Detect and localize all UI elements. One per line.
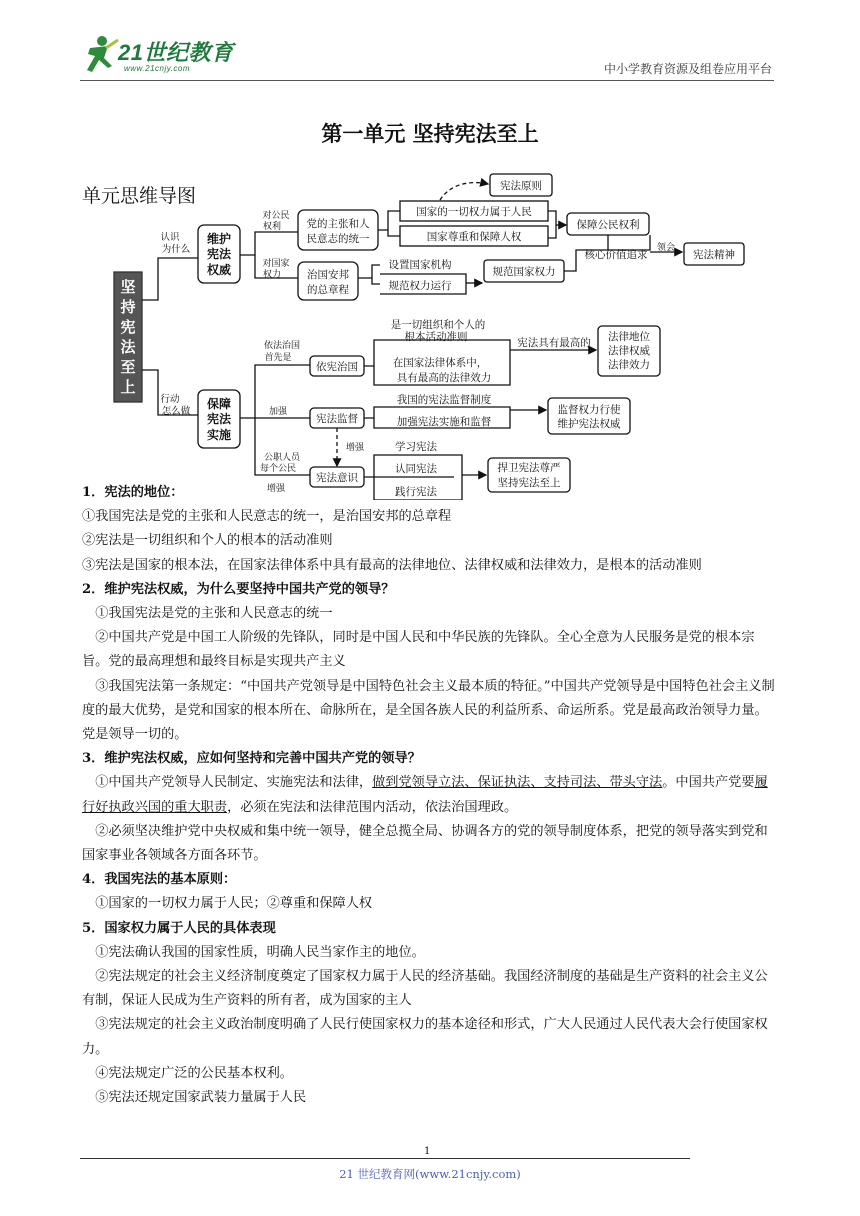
b-item: 学习宪法 (395, 441, 437, 453)
b-item: 具有最高的法律效力 (396, 372, 492, 384)
top-item: 国家的一切权力属于人民 (416, 206, 532, 218)
section-heading: 3．维护宪法权威，应如何坚持和完善中国共产党的领导？ (82, 751, 421, 767)
b-inc: 增强 (345, 443, 365, 453)
b-rel3: 公职人员 (263, 453, 301, 463)
core-values-label: 核心价值追求 (584, 249, 648, 261)
top-node1: 民意志的统一 (306, 233, 370, 245)
top-rel2: 权力 (262, 270, 282, 280)
mindmap-diagram (110, 170, 780, 500)
footer-link[interactable]: 21 世纪教育网(www.21cnjy.com) (339, 1167, 521, 1181)
paragraph: ②中国共产党是中国工人阶级的先锋队，同时是中国人民和中华民族的先锋队。全心全意为人民服务是党的根本宗旨。党的最高理想和最终目标是实现共产主义 (82, 630, 755, 670)
branch-top: 宪法 (206, 247, 232, 261)
top-item: 设置国家机构 (388, 259, 452, 271)
b-defend: 捍卫宪法尊严 (497, 462, 561, 474)
paragraph: ①国家的一切权力属于人民；②尊重和保障人权 (95, 896, 373, 912)
top-node1: 党的主张和人 (306, 218, 370, 230)
b-rel1: 依法治国 (263, 341, 301, 351)
paragraph: ③我国宪法第一条规定：“中国共产党领导是中国特色社会主义最本质的特征。”中国共产党领导是中国特色社会主义制度的最大优势，是党和国家的根本所在、命脉所在，是全国各族人民的利益所系、命运所系。党是最高政治领导力量。党是领导一切的。 (82, 678, 775, 743)
section-heading: 5．国家权力属于人民的具体表现 (82, 920, 276, 936)
branch-top: 权威 (206, 263, 232, 277)
b-node1: 依宪治国 (316, 361, 358, 373)
b-item: 践行宪法 (395, 486, 437, 498)
text-run: ①中国共产党领导人民制定、实施宪法和法律， (95, 775, 373, 791)
top-node2: 治国安邦 (307, 269, 349, 281)
b-node2: 宪法监督 (316, 413, 358, 425)
b-item: 根本活动准则 (404, 331, 468, 343)
paragraph: ③宪法规定的社会主义政治制度明确了人民行使国家权力的基本途径和形式，广大人民通过人民代表大会行使国家权力。 (82, 1017, 768, 1057)
underlined-text: 履行好执政兴国的重大职责 (82, 775, 768, 815)
root-char: 法 (120, 338, 136, 356)
principle-label: 宪法原则 (500, 180, 542, 192)
branch-bottom: 保障 (206, 397, 232, 411)
root-char: 持 (120, 298, 136, 316)
paragraph: ④宪法规定广泛的公民基本权利。 (95, 1065, 293, 1081)
root-char: 坚 (120, 278, 136, 296)
top-node2: 的总章程 (307, 284, 349, 296)
paragraph: ②宪法是一切组织和个人的根本的活动准则 (82, 533, 333, 549)
root-char: 上 (120, 378, 136, 396)
lead-label: 领会 (656, 243, 676, 253)
paragraph (82, 771, 780, 819)
paragraph: ①宪法确认我国的国家性质，明确人民当家作主的地位。 (95, 944, 425, 960)
content-body (82, 481, 780, 1110)
rel-top: 为什么 (161, 244, 191, 255)
section-heading: 1．宪法的地位： (82, 485, 184, 500)
b-node3: 宪法意识 (316, 472, 358, 484)
paragraph: ②宪法规定的社会主义经济制度奠定了国家权力属于人民的经济基础。我国经济制度的基础是生产资料的社会主义公有制，保证人民成为生产资料的所有者，成为国家的主人 (82, 969, 768, 1009)
b-status: 法律权威 (608, 345, 650, 357)
header-divider (80, 80, 774, 81)
platform-name: 中小学教育资源及组卷应用平台 (603, 62, 772, 76)
b-item: 在国家法律体系中， (392, 357, 488, 369)
rel-bottom: 怎么做 (161, 406, 191, 417)
branch-bottom: 宪法 (206, 412, 232, 426)
section-heading: 2．维护宪法权威，为什么要坚持中国共产党的领导？ (82, 581, 395, 597)
b-highest: 宪法具有最高的 (517, 337, 591, 349)
paragraph: ⑤宪法还规定国家武装力量属于人民 (95, 1090, 307, 1106)
paragraph: ③宪法是国家的根本法，在国家法律体系中具有最高的法律地位、法律权威和法律效力，是根本的活动准则 (82, 557, 702, 573)
paragraph: ①我国宪法是党的主张和人民意志的统一 (95, 606, 333, 622)
b-rel4: 增强 (266, 484, 286, 494)
page-number: 1 (424, 1146, 431, 1157)
spirit-label: 宪法精神 (693, 249, 735, 261)
runner-logo-icon (80, 34, 120, 76)
b-rel3: 每个公民 (259, 464, 297, 474)
b-supervise: 维护宪法权威 (557, 418, 621, 430)
paragraph: ②必须坚决维护党中央权威和集中统一领导，健全总揽全局、协调各方的党的领导制度体系，把党的领导落实到党和国家事业各领域各方面各环节。 (82, 823, 768, 864)
top-item: 规范权力运行 (388, 280, 452, 292)
b-item: 我国的宪法监督制度 (396, 394, 492, 406)
b-status: 法律效力 (608, 359, 650, 371)
paragraph: ①我国宪法是党的主张和人民意志的统一，是治国安邦的总章程 (82, 509, 452, 525)
b-rel2: 加强 (268, 407, 288, 417)
top-rel1: 权利 (262, 222, 282, 232)
rel-top: 认识 (160, 232, 180, 243)
top-rel2: 对国家 (262, 259, 290, 269)
b-item: 认同宪法 (395, 463, 437, 475)
b-item: 加强宪法实施和监督 (396, 416, 492, 428)
protect-label: 保障公民权利 (576, 219, 640, 231)
b-item: 是一切组织和个人的 (390, 319, 486, 331)
mindmap-heading: 单元思维导图 (82, 185, 197, 207)
text-run: ，必须在宪法和法律范围内活动，依法治国理政。 (227, 799, 518, 815)
underlined-text: 做到党领导立法、保证执法、支持司法、带头守法 (372, 775, 663, 791)
page-title: 第一单元 坚持宪法至上 (321, 121, 539, 146)
logo-url: www.21cnjy.com (124, 64, 190, 73)
b-supervise: 监督权力行使 (557, 404, 621, 416)
branch-bottom: 实施 (206, 428, 232, 442)
b-defend: 坚持宪法至上 (497, 477, 561, 489)
b-rel1: 首先是 (264, 353, 292, 363)
rel-bottom: 行动 (160, 394, 180, 405)
section-heading: 4．我国宪法的基本原则： (82, 872, 237, 888)
root-char: 至 (120, 358, 136, 376)
b-status: 法律地位 (608, 331, 650, 343)
regulate-label: 规范国家权力 (492, 266, 556, 278)
footer-divider (80, 1158, 690, 1159)
top-item: 国家尊重和保障人权 (426, 231, 522, 243)
text-run: 。中国共产党要 (662, 775, 755, 791)
top-rel1: 对公民 (262, 211, 290, 221)
logo-text: 21世纪教育 (118, 40, 234, 65)
site-logo (80, 34, 250, 78)
root-char: 宪 (120, 318, 136, 336)
branch-top: 维护 (206, 232, 232, 246)
